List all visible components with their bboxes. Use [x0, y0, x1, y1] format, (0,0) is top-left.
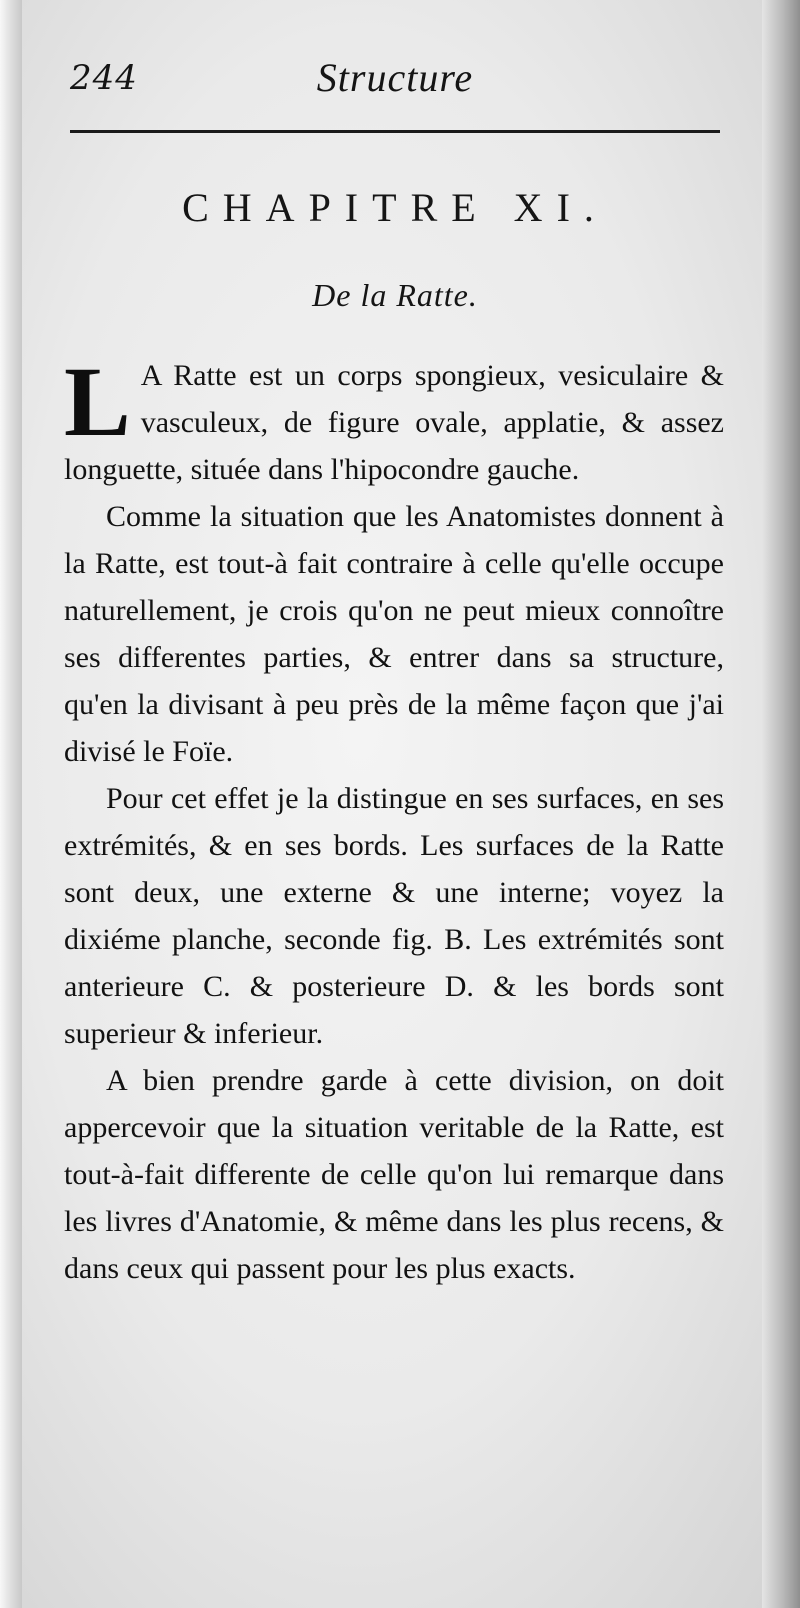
paragraph-3: Pour cet effet je la distingue en ses surfaces, en ses extrémités, & en ses bords. Les surfaces de la Ratte sont deux, une externe & une interne; voyez la dixiéme planche, seconde fig. B. Les extrémités sont anterieure C. & posterieure D. & les bords sont superieur & inferieur. — [64, 782, 724, 1050]
page-number: 244 — [70, 58, 138, 98]
paragraph-1-text: A Ratte est un corps spongieux, vesiculaire & vasculeux, de figure ovale, applatie, & assez longuette, située dans l'hipocondre gauche. — [64, 359, 724, 486]
header-rule — [70, 130, 720, 133]
body-text — [64, 346, 724, 1292]
chapter-title: CHAPITRE XI. — [182, 185, 608, 230]
running-head: Structure — [316, 55, 474, 100]
paragraph-1 — [64, 346, 724, 493]
paragraph-2: Comme la situation que les Anatomistes donnent à la Ratte, est tout-à fait contraire à celle qu'elle occupe naturellement, je crois qu'on ne peut mieux connoître ses differentes parties, & entrer dans sa structure, qu'en la divisant à peu près de la même façon que j'ai divisé le Foïe. — [64, 500, 724, 768]
page-right-edge-shadow — [762, 0, 800, 1608]
paragraph-4: A bien prendre garde à cette division, on doit appercevoir que la situation veritable de la Ratte, est tout-à-fait differente de celle qu'on lui remarque dans les livres d'Anatomie, & même dans les plus recens, & dans ceux qui passent pour les plus exacts. — [64, 1064, 724, 1285]
chapter-subtitle: De la Ratte. — [312, 277, 478, 313]
page-left-edge — [0, 0, 22, 1608]
drop-cap: L — [64, 346, 131, 457]
page-header — [70, 48, 720, 108]
